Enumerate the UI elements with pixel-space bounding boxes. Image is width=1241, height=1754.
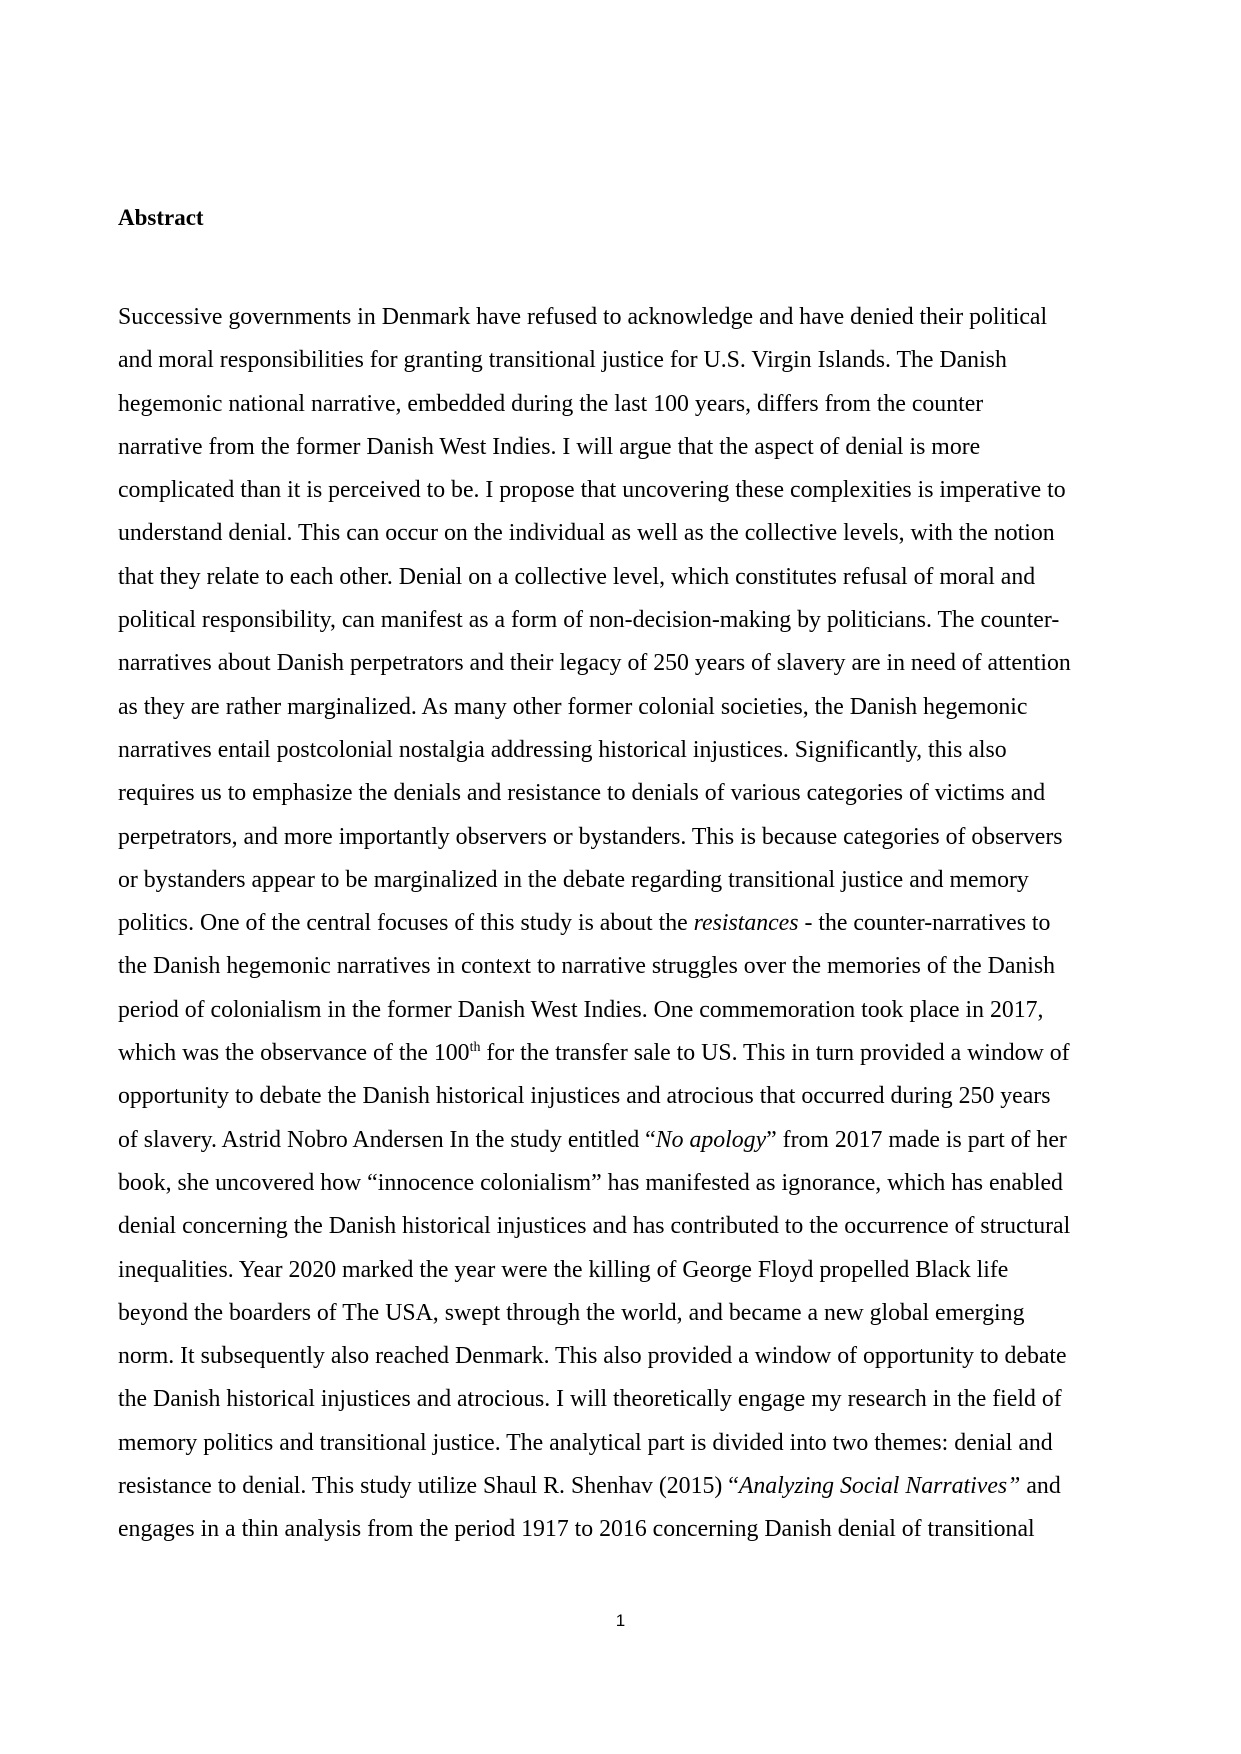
text-segment: - the counter-narratives to xyxy=(798,910,1051,937)
text-segment: narrative from the former Danish West Indies. I will argue that the aspect of denial is more xyxy=(118,433,981,460)
text-line xyxy=(118,1465,1128,1508)
text-line xyxy=(118,296,1128,339)
text-segment: period of colonialism in the former Danish West Indies. One commemoration took place in 2017, xyxy=(118,996,1044,1023)
text-line xyxy=(118,383,1128,426)
text-line xyxy=(118,816,1128,859)
text-segment: or bystanders appear to be marginalized in the debate regarding transitional justice and memory xyxy=(118,866,1029,893)
text-line xyxy=(118,426,1128,469)
text-segment: beyond the boarders of The USA, swept through the world, and became a new global emerging xyxy=(118,1299,1025,1326)
text-segment: and moral responsibilities for granting transitional justice for U.S. Virgin Islands. The Danish xyxy=(118,347,1007,374)
text-segment: resistance to denial. This study utilize Shaul R. Shenhav (2015) “ xyxy=(118,1473,739,1500)
text-line xyxy=(118,1205,1128,1248)
text-segment: complicated than it is perceived to be. I propose that uncovering these complexities is imperative to xyxy=(118,477,1066,504)
text-segment: narratives about Danish perpetrators and their legacy of 250 years of slavery are in need of attention xyxy=(118,650,1071,677)
text-segment: and xyxy=(1020,1473,1061,1500)
text-line xyxy=(118,1378,1128,1421)
text-line xyxy=(118,642,1128,685)
text-segment: opportunity to debate the Danish historical injustices and atrocious that occurred during 250 years xyxy=(118,1083,1051,1110)
text-segment: that they relate to each other. Denial on a collective level, which constitutes refusal of moral and xyxy=(118,563,1036,590)
text-segment: Successive governments in Denmark have refused to acknowledge and have denied their political xyxy=(118,304,1048,330)
superscript-text: th xyxy=(469,1040,481,1056)
text-segment: as they are rather marginalized. As many other former colonial societies, the Danish hegemonic xyxy=(118,693,1028,720)
text-line xyxy=(118,1032,1128,1075)
text-segment: perpetrators, and more importantly observers or bystanders. This is because categories of observers xyxy=(118,823,1063,850)
text-segment: political responsibility, can manifest as a form of non-decision-making by politicians. The counter- xyxy=(118,607,1060,634)
italic-text: resistances xyxy=(693,910,799,937)
text-segment: the Danish hegemonic narratives in context to narrative struggles over the memories of the Danish xyxy=(118,953,1056,980)
text-line xyxy=(118,859,1128,902)
text-segment: book, she uncovered how “innocence colonialism” has manifested as ignorance, which has enabled xyxy=(118,1169,1063,1196)
page-number: 1 xyxy=(615,1611,626,1630)
text-line xyxy=(118,1335,1128,1378)
text-line xyxy=(118,729,1128,772)
text-segment: denial concerning the Danish historical injustices and has contributed to the occurrence of structural xyxy=(118,1213,1071,1240)
text-segment: for the transfer sale to US. This in turn provided a window of xyxy=(480,1040,1070,1067)
text-segment: the Danish historical injustices and atrocious. I will theoretically engage my research in the field of xyxy=(118,1386,1062,1413)
text-line xyxy=(118,686,1128,729)
text-segment: hegemonic national narrative, embedded during the last 100 years, differs from the counter xyxy=(118,390,984,417)
italic-text: Analyzing Social Narratives” xyxy=(738,1473,1021,1500)
text-segment: norm. It subsequently also reached Denmark. This also provided a window of opportunity to debate xyxy=(118,1343,1067,1370)
text-segment: of slavery. Astrid Nobro Andersen In the study entitled “ xyxy=(118,1126,656,1153)
abstract-body xyxy=(118,296,1128,1552)
text-line xyxy=(118,1119,1128,1162)
text-line xyxy=(118,989,1128,1032)
text-line xyxy=(118,1249,1128,1292)
text-segment: narratives entail postcolonial nostalgia addressing historical injustices. Significantly, this also xyxy=(118,736,1007,763)
text-line xyxy=(118,512,1128,555)
text-segment: engages in a thin analysis from the period 1917 to 2016 concerning Danish denial of transitional xyxy=(118,1516,1035,1543)
text-line xyxy=(118,469,1128,512)
text-line xyxy=(118,1075,1128,1118)
text-line xyxy=(118,1422,1128,1465)
text-segment: which was the observance of the 100 xyxy=(118,1040,470,1067)
text-segment: memory politics and transitional justice. The analytical part is divided into two themes: denial and xyxy=(118,1429,1053,1456)
text-segment: requires us to emphasize the denials and resistance to denials of various categories of victims and xyxy=(118,780,1046,807)
text-line xyxy=(118,599,1128,642)
text-line xyxy=(118,1292,1128,1335)
text-line xyxy=(118,772,1128,815)
text-line xyxy=(118,1162,1128,1205)
text-segment: politics. One of the central focuses of this study is about the xyxy=(118,910,694,937)
text-segment: ” from 2017 made is part of her xyxy=(766,1126,1067,1153)
text-segment: inequalities. Year 2020 marked the year were the killing of George Floyd propelled Black life xyxy=(118,1256,1009,1283)
text-line xyxy=(118,902,1128,945)
text-line xyxy=(118,1508,1128,1551)
text-line xyxy=(118,339,1128,382)
italic-text: No apology xyxy=(655,1126,767,1153)
text-line xyxy=(118,945,1128,988)
text-line xyxy=(118,556,1128,599)
text-segment: understand denial. This can occur on the individual as well as the collective levels, with the notion xyxy=(118,520,1055,547)
abstract-heading: Abstract xyxy=(118,205,204,230)
